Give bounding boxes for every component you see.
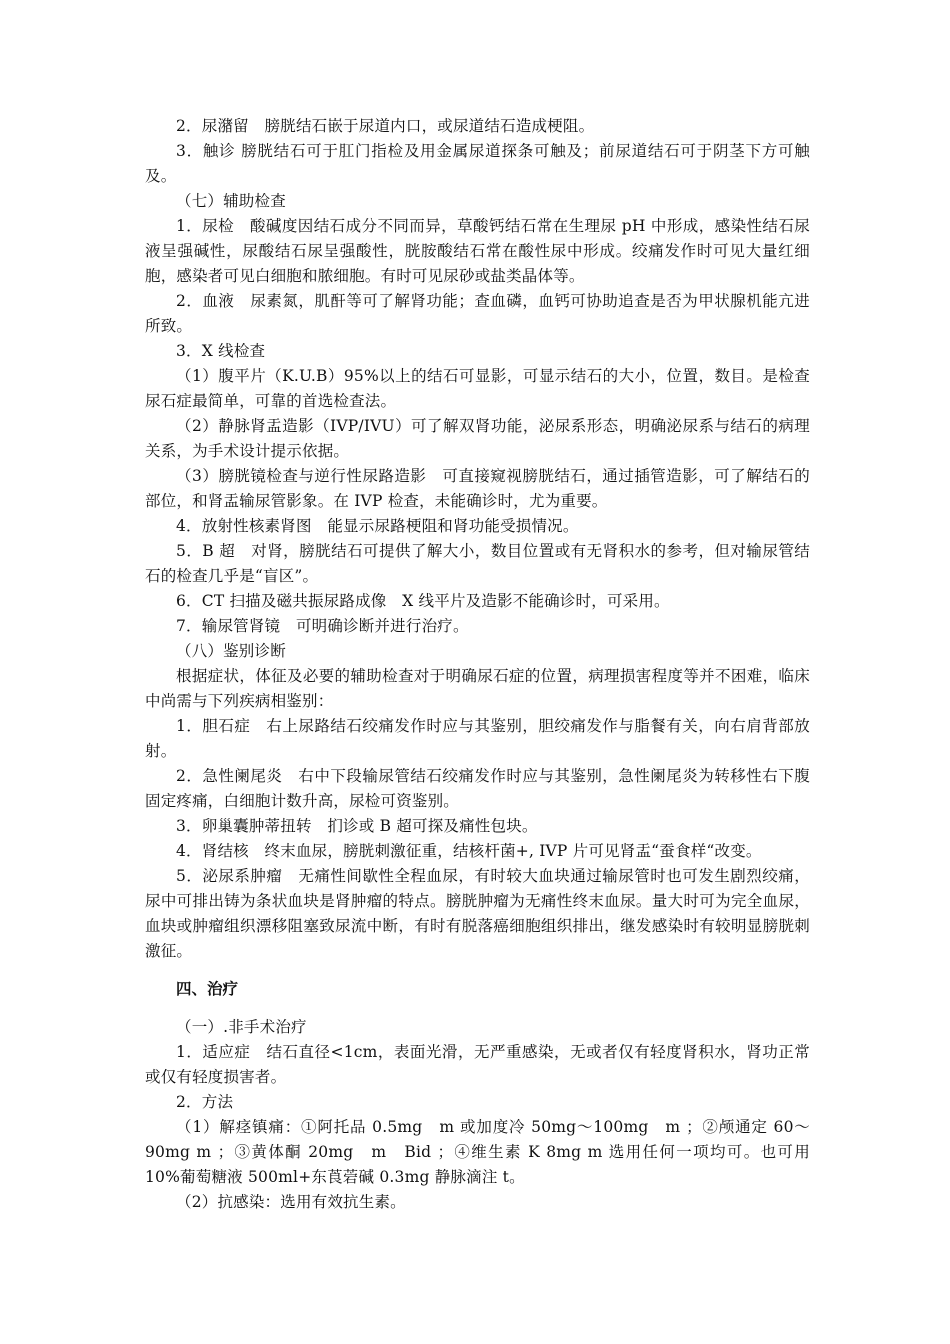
paragraph-cystoscopy: （3）膀胱镜检查与逆行性尿路造影 可直接窥视膀胱结石，通过插管造影，可了解结石的部位，和肾盂输尿管影象。在 IVP 检查，未能确诊时，尤为重要。 <box>145 467 810 510</box>
paragraph-ovarian-torsion: 3．卵巢囊肿蒂扭转 扪诊或 B 超可探及痛性包块。 <box>176 817 538 835</box>
paragraph-antispasmodic: （1）解痉镇痛：①阿托品 0.5mg m 或加度冷 50mg～100mg m ；②颅通定 60～90mg m ；③黄体酮 20mg m Bid ；④维生素 K 8mg m 选用任何一项均可。也可用 10%葡萄糖液 500ml+东莨菪碱 0.3mg 静脉滴注 t。 <box>145 1118 810 1186</box>
paragraph-kub: （1）腹平片（K.U.B）95%以上的结石可显影，可显示结石的大小，位置，数目。是检查尿石症最简单，可靠的首选检查法。 <box>145 367 810 410</box>
paragraph-ultrasound: 5．B 超 对肾，膀胱结石可提供了解大小，数目位置或有无肾积水的参考，但对输尿管结石的检查几乎是“盲区”。 <box>145 542 810 585</box>
paragraph-differential-intro: 根据症状，体征及必要的辅助检查对于明确尿石症的位置，病理损害程度等并不困难，临床中尚需与下列疾病相鉴别： <box>145 667 810 710</box>
document-body <box>145 114 810 1215</box>
paragraph-tumor: 5．泌尿系肿瘤 无痛性间歇性全程血尿，有时较大血块通过输尿管时也可发生剧烈绞痛，尿中可排出铸为条状血块是肾肿瘤的特点。膀胱肿瘤为无痛性终末血尿。量大时可为完全血尿，血块或肿瘤组织漂移阻塞致尿流中断，有时有脱落癌细胞组织排出，继发感染时有较明显膀胱刺激征。 <box>145 867 810 960</box>
paragraph-indications: 1．适应症 结石直径<1cm，表面光滑，无严重感染，无或者仅有轻度肾积水，肾功正常或仅有轻度损害者。 <box>145 1043 810 1086</box>
section-heading-nonsurgical: （一）.非手术治疗 <box>176 1018 307 1036</box>
paragraph-ct-mru: 6．CT 扫描及磁共振尿路成像 X 线平片及造影不能确诊时，可采用。 <box>176 592 670 610</box>
paragraph-blood-test: 2．血液 尿素氮，肌酐等可了解肾功能；查血磷，血钙可协助追查是否为甲状腺机能亢进所致。 <box>145 292 810 335</box>
paragraph-urinary-retention: 2．尿潴留 膀胱结石嵌于尿道内口，或尿道结石造成梗阻。 <box>176 117 595 135</box>
section-heading-auxiliary-exam: （七）辅助检查 <box>176 192 286 210</box>
paragraph-renogram: 4．放射性核素肾图 能显示尿路梗阻和肾功能受损情况。 <box>176 517 579 535</box>
paragraph-palpation: 3．触诊 膀胱结石可于肛门指检及用金属尿道探条可触及；前尿道结石可于阴茎下方可触及。 <box>145 142 810 185</box>
paragraph-cholelithiasis: 1．胆石症 右上尿路结石绞痛发作时应与其鉴别，胆绞痛发作与脂餐有关，向右肩背部放射。 <box>145 717 810 760</box>
paragraph-methods-title: 2．方法 <box>176 1093 234 1111</box>
paragraph-ureteroscopy: 7．输尿管肾镜 可明确诊断并进行治疗。 <box>176 617 469 635</box>
paragraph-xray-title: 3．X 线检查 <box>176 342 266 360</box>
chapter-heading-treatment: 四、治疗 <box>176 980 239 998</box>
paragraph-ivp: （2）静脉肾盂造影（IVP/IVU）可了解双肾功能，泌尿系形态，明确泌尿系与结石的病理关系，为手术设计提示依据。 <box>145 417 810 460</box>
paragraph-tuberculosis: 4．肾结核 终末血尿，膀胱刺激征重，结核杆菌+, IVP 片可见肾盂“蚕食样“改变。 <box>176 842 762 860</box>
paragraph-appendicitis: 2．急性阑尾炎 右中下段输尿管结石绞痛发作时应与其鉴别，急性阑尾炎为转移性右下腹固定疼痛，白细胞计数升高，尿检可资鉴别。 <box>145 767 810 810</box>
section-heading-differential: （八）鉴别诊断 <box>176 642 286 660</box>
paragraph-urinalysis: 1．尿检 酸碱度因结石成分不同而异，草酸钙结石常在生理尿 pH 中形成，感染性结石尿液呈强碱性，尿酸结石尿呈强酸性，胱胺酸结石常在酸性尿中形成。绞痛发作时可见大量红细胞，感染者可见白细胞和脓细胞。有时可见尿砂或盐类晶体等。 <box>145 217 810 285</box>
paragraph-anti-infection: （2）抗感染：选用有效抗生素。 <box>176 1193 406 1211</box>
